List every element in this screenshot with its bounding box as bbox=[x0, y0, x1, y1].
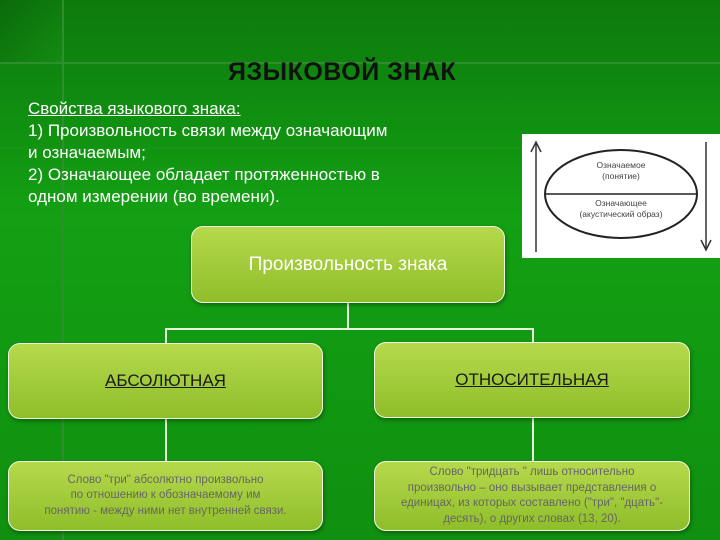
absolute-node-label: АБСОЛЮТНАЯ bbox=[105, 371, 226, 390]
connector-relative-example bbox=[532, 418, 534, 461]
example-line: по отношению к обозначаемому им bbox=[70, 489, 261, 502]
relative-node-label: ОТНОСИТЕЛЬНАЯ bbox=[455, 370, 609, 389]
sign-ellipse-diagram bbox=[522, 134, 720, 258]
signified-label: Означаемое bbox=[596, 160, 646, 170]
connector-root-down bbox=[347, 303, 349, 329]
sign-diagram bbox=[522, 134, 720, 258]
example-line: произвольно – оно вызывает представления о bbox=[407, 481, 657, 494]
properties-text bbox=[28, 98, 498, 208]
signifier-label: Означающее bbox=[595, 198, 647, 208]
example-line: Слово "три" абсолютно произвольно bbox=[67, 473, 264, 486]
example-line: единицах, из которых составлено ("три", "дцать"- bbox=[400, 497, 664, 509]
signified-sublabel: (понятие) bbox=[602, 171, 640, 181]
signifier-sublabel: (акустический образ) bbox=[579, 209, 663, 219]
absolute-example bbox=[8, 461, 323, 531]
absolute-node bbox=[8, 343, 323, 419]
corner-decoration bbox=[0, 0, 62, 62]
root-node bbox=[191, 226, 505, 303]
properties-heading: Свойства языкового знака: bbox=[28, 99, 241, 118]
property-line: одном измерении (во времени). bbox=[28, 187, 280, 206]
root-node-label: Произвольность знака bbox=[248, 253, 448, 275]
example-line: понятию - между ними нет внутренней связи. bbox=[44, 504, 287, 517]
property-line: и означаемым; bbox=[28, 143, 146, 162]
connector-to-relative bbox=[532, 328, 534, 342]
relative-node bbox=[374, 342, 690, 418]
connector-absolute-example bbox=[165, 419, 167, 461]
example-line: десять), о других словах (13, 20). bbox=[443, 512, 621, 525]
slide-title: ЯЗЫКОВОЙ ЗНАК bbox=[228, 58, 457, 86]
connector-horizontal bbox=[165, 328, 534, 330]
frame-line-vertical bbox=[62, 0, 64, 540]
property-line: 1) Произвольность связи между означающим bbox=[28, 121, 388, 140]
relative-example bbox=[374, 461, 690, 531]
connector-to-absolute bbox=[165, 328, 167, 343]
property-line: 2) Означающее обладает протяженностью в bbox=[28, 165, 380, 184]
example-line: Слово "тридцать " лишь относительно bbox=[429, 466, 635, 478]
